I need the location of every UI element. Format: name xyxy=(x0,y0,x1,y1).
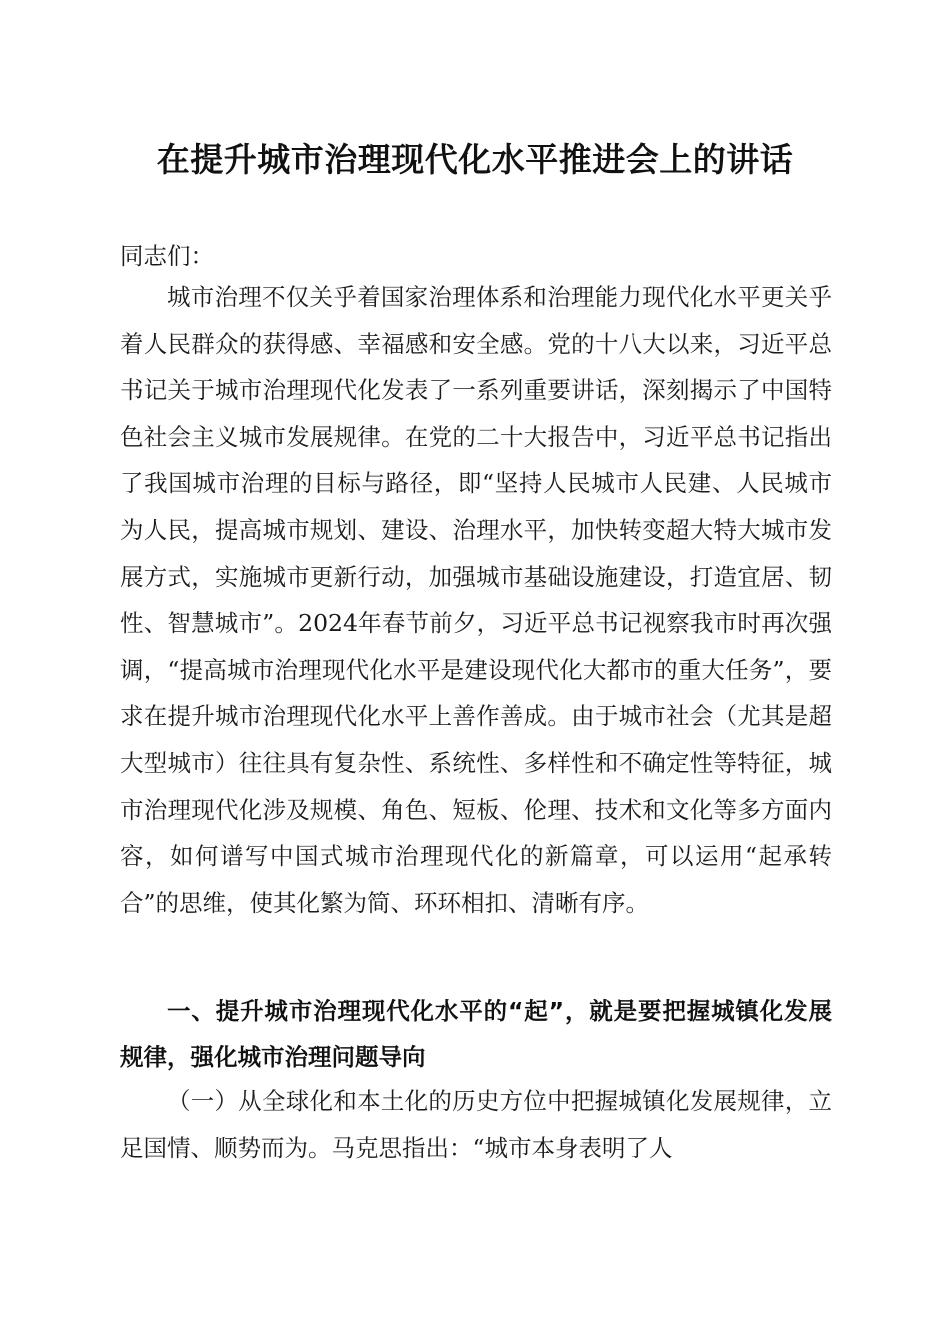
page-title: 在提升城市治理现代化水平推进会上的讲话 xyxy=(156,140,794,179)
salutation: 同志们： xyxy=(120,242,214,270)
body-paragraph-subsection-1: （一）从全球化和本土化的历史方位中把握城镇化发展规律，立足国情、顺势而为。马克思指出：“城市本身表明了人 xyxy=(120,1087,832,1162)
section-heading-1: 一、提升城市治理现代化水平的“起”，就是要把握城镇化发展规律，强化城市治理问题导向 xyxy=(120,997,832,1071)
body-paragraph-intro: 城市治理不仅关乎着国家治理体系和治理能力现代化水平更关乎着人民群众的获得感、幸福感和安全感。党的十八大以来，习近平总书记关于城市治理现代化发表了一系列重要讲话，深刻揭示了中国特色社会主义城市发展规律。在党的二十大报告中，习近平总书记指出了我国城市治理的目标与路径，即“坚持人民城市人民建、人民城市为人民，提高城市规划、建设、治理水平，加快转变超大特大城市发展方式，实施城市更新行动，加强城市基础设施建设，打造宜居、韧性、智慧城市”。2024年春节前夕，习近平总书记视察我市时再次强调，“提高城市治理现代化水平是建设现代化大都市的重大任务”，要求在提升城市治理现代化水平上善作善成。由于城市社会（尤其是超大型城市）往往具有复杂性、系统性、多样性和不确定性等特征，城市治理现代化涉及规模、角色、短板、伦理、技术和文化等多方面内容，如何谱写中国式城市治理现代化的新篇章，可以运用“起承转合”的思维，使其化繁为简、环环相扣、清晰有序。 xyxy=(120,283,832,917)
